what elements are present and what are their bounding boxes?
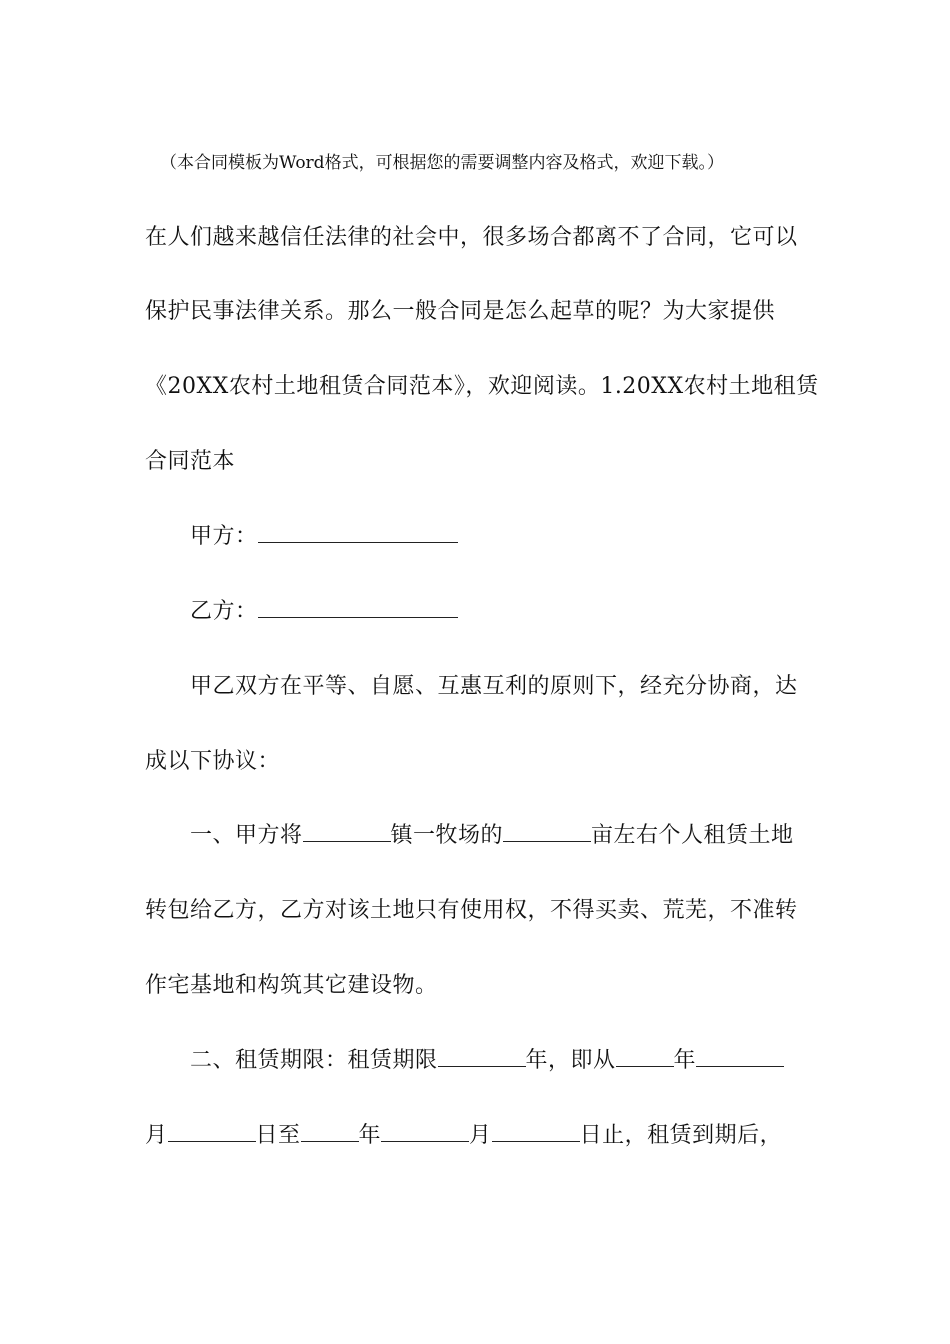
agreement-line-1: 甲乙双方在平等、自愿、互惠互利的原则下，经充分协商，达 (190, 674, 798, 699)
clause-2-text-b: 年，即从 (525, 1048, 616, 1073)
clause-2-day-to-label: 日至 (255, 1123, 301, 1148)
start-month-blank[interactable] (696, 1046, 784, 1067)
clause-1-line-2: 转包给乙方，乙方对该土地只有使用权，不得买卖、荒芜，不准转 (145, 898, 798, 923)
clause-2-text-a: 二、租赁期限：租赁期限 (190, 1048, 438, 1073)
party-a-label: 甲方： (190, 524, 258, 549)
clause-2-line-1 (190, 1045, 784, 1077)
town-blank[interactable] (303, 821, 391, 842)
party-a-blank[interactable] (258, 522, 458, 543)
clause-2-end-month-label: 月 (469, 1123, 492, 1148)
clause-2-text-c: 年 (673, 1048, 697, 1073)
start-day-blank[interactable] (168, 1121, 256, 1142)
end-month-blank[interactable] (381, 1121, 469, 1142)
acreage-blank[interactable] (503, 821, 591, 842)
party-a-row (190, 521, 458, 553)
clause-2-year-label: 年 (358, 1123, 382, 1148)
start-year-blank[interactable] (616, 1046, 674, 1067)
template-note: （本合同模板为Word格式，可根据您的需要调整内容及格式，欢迎下载。） (160, 153, 725, 173)
clause-1-text-c: 亩左右个人租赁土地 (591, 823, 794, 848)
clause-1-line-3: 作宅基地和构筑其它建设物。 (145, 973, 438, 998)
term-years-blank[interactable] (438, 1046, 526, 1067)
clause-2-end-text: 日止，租赁到期后， (579, 1123, 783, 1148)
intro-line-4: 合同范本 (145, 449, 236, 474)
clause-1-text-b: 镇一牧场的 (390, 823, 504, 848)
clause-1-line-1 (190, 820, 794, 852)
party-b-label: 乙方： (190, 599, 258, 624)
intro-line-1: 在人们越来越信任法律的社会中，很多场合都离不了合同，它可以 (145, 225, 798, 250)
intro-line-2: 保护民事法律关系。那么一般合同是怎么起草的呢？为大家提供 (145, 299, 776, 324)
party-b-blank[interactable] (258, 597, 458, 618)
clause-2-line-2 (145, 1120, 782, 1152)
clause-2-month-label: 月 (145, 1123, 168, 1148)
end-year-blank[interactable] (301, 1121, 359, 1142)
end-day-blank[interactable] (492, 1121, 580, 1142)
clause-1-text-a: 一、甲方将 (190, 823, 303, 848)
agreement-line-2: 成以下协议： (145, 749, 281, 774)
party-b-row (190, 596, 458, 628)
intro-line-3: 《20XX农村土地租赁合同范本》，欢迎阅读。1.20XX农村土地租赁 (145, 374, 819, 399)
